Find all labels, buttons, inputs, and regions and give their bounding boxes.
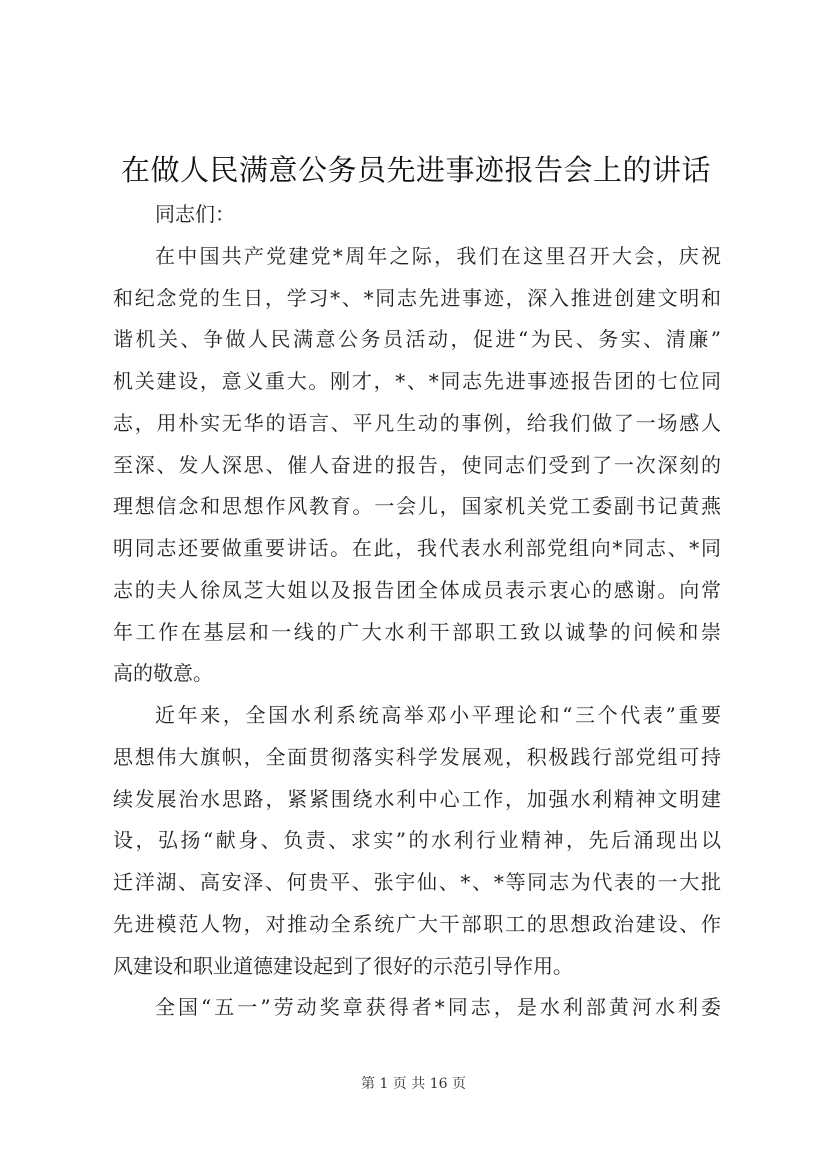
text-line: 设，弘扬“献身、负责、求实”的水利行业精神，先后涌现出以 <box>113 828 721 853</box>
text-line: 高的敬意。 <box>113 661 213 686</box>
text-line: 和纪念党的生日，学习*、*同志先进事迹，深入推进创建文明和 <box>113 285 721 310</box>
text-line: 同志们： <box>155 202 235 226</box>
text-line: 在中国共产党建党*周年之际，我们在这里召开大会，庆祝 <box>155 243 721 268</box>
body-paragraph <box>113 236 721 695</box>
text-line: 谐机关、争做人民满意公务员活动，促进“为民、务实、清廉” <box>113 327 721 352</box>
text-line: 近年来，全国水利系统高举邓小平理论和“三个代表”重要 <box>155 703 721 727</box>
text-line: 至深、发人深思、催人奋进的报告，使同志们受到了一次深刻的 <box>113 452 721 477</box>
document-body <box>113 194 721 1029</box>
text-line: 迁洋湖、高安泽、何贵平、张宇仙、*、*等同志为代表的一大批 <box>113 870 721 894</box>
text-line: 年工作在基层和一线的广大水利干部职工致以诚挚的问候和崇 <box>113 619 721 644</box>
text-line: 全国“五一”劳动奖章获得者*同志，是水利部黄河水利委 <box>155 995 721 1020</box>
body-paragraph <box>113 695 721 987</box>
text-line: 风建设和职业道德建设起到了很好的示范引导作用。 <box>113 953 573 978</box>
text-line: 续发展治水思路，紧紧围绕水利中心工作，加强水利精神文明建 <box>113 786 721 811</box>
text-line: 明同志还要做重要讲话。在此，我代表水利部党组向*同志、*同 <box>113 536 721 560</box>
page-number-footer: 第 1 页 共 16 页 <box>361 1076 466 1092</box>
salutation-paragraph <box>113 194 721 236</box>
body-paragraph <box>113 987 721 1029</box>
text-line: 机关建设，意义重大。刚才，*、*同志先进事迹报告团的七位同 <box>113 369 721 393</box>
document-title: 在做人民满意公务员先进事迹报告会上的讲话 <box>120 153 711 187</box>
text-line: 先进模范人物，对推动全系统广大干部职工的思想政治建设、作 <box>113 911 721 936</box>
text-line: 志，用朴实无华的语言、平凡生动的事例，给我们做了一场感人 <box>113 410 721 435</box>
text-line: 理想信念和思想作风教育。一会儿，国家机关党工委副书记黄燕 <box>113 494 721 519</box>
text-line: 思想伟大旗帜，全面贯彻落实科学发展观，积极践行部党组可持 <box>113 744 721 769</box>
text-line: 志的夫人徐凤芝大姐以及报告团全体成员表示衷心的感谢。向常 <box>113 577 721 602</box>
